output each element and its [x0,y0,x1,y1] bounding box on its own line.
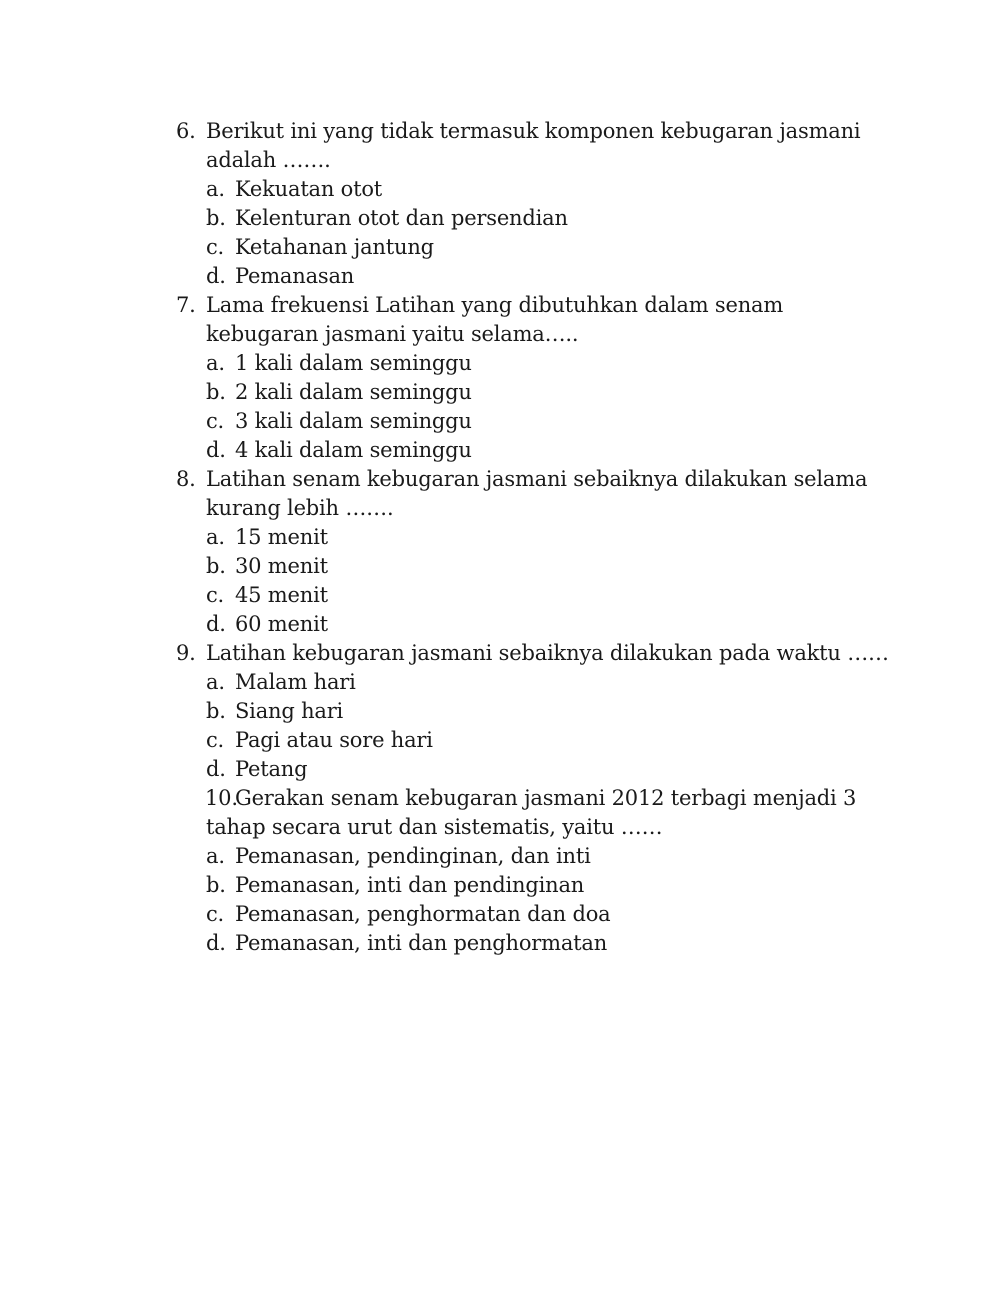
option-text: 15 menit [235,525,328,549]
option-text: 3 kali dalam seminggu [235,409,472,433]
option-text: Kelenturan otot dan persendian [235,206,568,230]
option-letter: d. [206,612,226,636]
option-letter: c. [206,235,225,259]
option-text: Siang hari [235,699,344,723]
option-text: Pemanasan, inti dan penghormatan [235,931,608,955]
question-7 [176,291,896,465]
option-c [176,407,896,436]
question-text: Berikut ini yang tidak termasuk komponen kebugaran jasmani adalah ……. [206,119,861,172]
option-letter: a. [206,351,225,375]
option-text: 2 kali dalam seminggu [235,380,472,404]
question-stem [176,291,896,349]
option-a [176,349,896,378]
option-text: Ketahanan jantung [235,235,434,259]
option-text: Kekuatan otot [235,177,383,201]
option-a [176,523,896,552]
question-text: Latihan senam kebugaran jasmani sebaiknya dilakukan selama kurang lebih ……. [206,467,868,520]
question-9 [176,639,896,784]
option-letter: b. [206,699,226,723]
option-letter: b. [206,380,226,404]
question-text: Lama frekuensi Latihan yang dibutuhkan dalam senam kebugaran jasmani yaitu selama….. [206,293,784,346]
question-10 [176,784,896,958]
option-list [176,523,896,639]
option-letter: d. [206,438,226,462]
question-number: 7. [176,293,196,317]
option-letter: d. [206,264,226,288]
option-list [176,668,896,784]
question-stem [176,465,896,523]
question-number: 10. [205,786,238,810]
question-number: 9. [176,641,196,665]
option-list [176,842,896,958]
option-letter: b. [206,554,226,578]
question-text: Gerakan senam kebugaran jasmani 2012 terbagi menjadi 3 tahap secara urut dan sistematis, yaitu …… [206,786,857,839]
option-text: 45 menit [235,583,328,607]
option-text: Malam hari [235,670,356,694]
question-text: Latihan kebugaran jasmani sebaiknya dilakukan pada waktu …… [206,641,889,665]
option-text: Pagi atau sore hari [235,728,433,752]
option-letter: a. [206,177,225,201]
option-b [176,871,896,900]
option-text: Petang [235,757,308,781]
option-letter: d. [206,931,226,955]
option-letter: b. [206,873,226,897]
question-stem [176,639,896,668]
option-text: Pemanasan, inti dan pendinginan [235,873,585,897]
question-stem [176,117,896,175]
option-letter: c. [206,902,225,926]
option-list [176,175,896,291]
option-a [176,842,896,871]
option-letter: c. [206,409,225,433]
option-letter: d. [206,757,226,781]
option-c [176,233,896,262]
option-letter: a. [206,525,225,549]
option-d [176,436,896,465]
option-a [176,175,896,204]
option-letter: c. [206,583,225,607]
option-letter: c. [206,728,225,752]
option-c [176,900,896,929]
option-letter: a. [206,844,225,868]
option-text: 30 menit [235,554,328,578]
question-6 [176,117,896,291]
question-number: 8. [176,467,196,491]
option-text: Pemanasan, penghormatan dan doa [235,902,611,926]
option-text: 60 menit [235,612,328,636]
option-b [176,552,896,581]
question-8 [176,465,896,639]
option-text: 4 kali dalam seminggu [235,438,472,462]
option-d [176,610,896,639]
option-d [176,755,896,784]
option-letter: b. [206,206,226,230]
option-b [176,204,896,233]
option-text: Pemanasan, pendinginan, dan inti [235,844,591,868]
option-d [176,262,896,291]
question-number: 6. [176,119,196,143]
option-letter: a. [206,670,225,694]
option-text: Pemanasan [235,264,355,288]
option-a [176,668,896,697]
question-stem [176,784,896,842]
option-list [176,349,896,465]
question-list [176,117,896,958]
option-d [176,929,896,958]
option-c [176,581,896,610]
option-c [176,726,896,755]
option-b [176,378,896,407]
option-b [176,697,896,726]
option-text: 1 kali dalam seminggu [235,351,472,375]
